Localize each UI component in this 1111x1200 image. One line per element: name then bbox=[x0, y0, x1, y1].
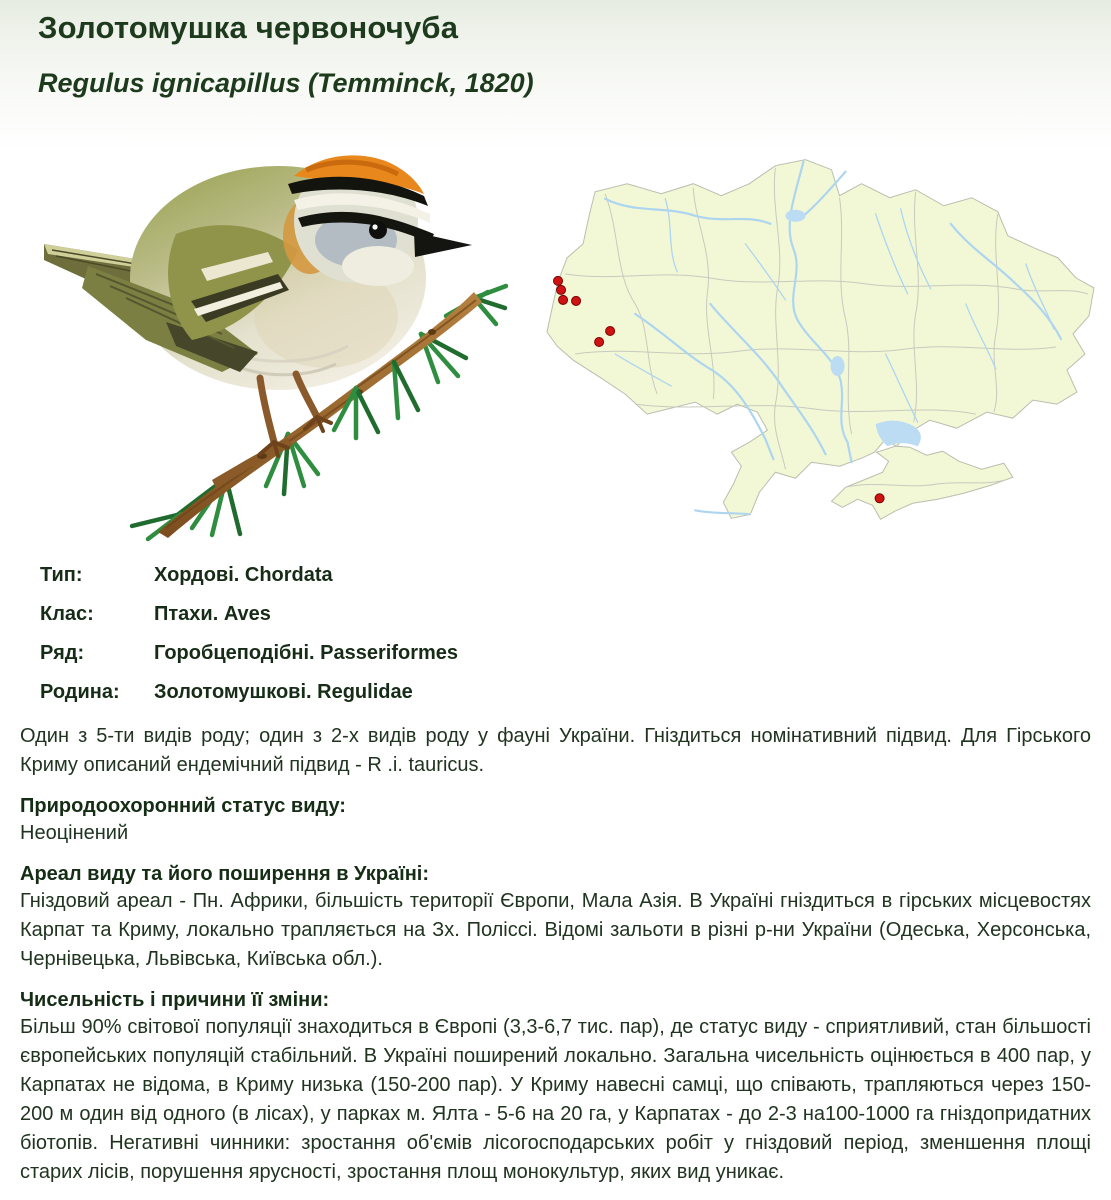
taxonomy-value: Золотомушкові. Regulidae bbox=[154, 681, 413, 703]
taxonomy-label: Родина: bbox=[40, 681, 120, 703]
taxonomy-value: Птахи. Aves bbox=[154, 603, 271, 625]
section-heading-status: Природоохоронний статус виду: bbox=[20, 795, 346, 817]
description-text bbox=[20, 722, 1091, 1187]
taxonomy-row-class bbox=[40, 595, 600, 634]
occurrence-dot bbox=[572, 296, 581, 305]
occurrence-dot bbox=[559, 295, 568, 304]
section-text-status: Неоцінений bbox=[20, 822, 129, 844]
taxonomy-label: Ряд: bbox=[40, 642, 85, 664]
taxonomy-row-order bbox=[40, 634, 600, 673]
taxonomy-value: Горобцеподібні. Passeriformes bbox=[154, 642, 459, 664]
occurrence-dot bbox=[554, 276, 563, 285]
intro-paragraph: Один з 5-ти видів роду; один з 2-х видів роду у фауні України. Гніздиться номінативний підвид. Для Гірського Криму описаний ендемічний підвид - R .i. tauricus. bbox=[20, 725, 1091, 776]
taxonomy-label: Клас: bbox=[40, 603, 94, 625]
occurrence-dot bbox=[557, 285, 566, 294]
bird-illustration bbox=[26, 126, 508, 543]
distribution-map bbox=[545, 153, 1101, 525]
occurrence-dot bbox=[606, 326, 615, 335]
occurrence-dot bbox=[595, 337, 604, 346]
section-text-population: Більш 90% світової популяції знаходиться в Європі (3,3-6,7 тис. пар), де статус виду - сприятливий, стан більшості європейських популяцій стабільний. В Україні поширений локально. Загальна чисельність оцінюється в 400 пар, у Карпатах не відома, в Криму низька (150-200 пар). У Криму навесні самці, що співають, трапляються через 150-200 м один від одного (в лісах), у парках м. Ялта - 5-6 на 20 га, у Карпатах - до 2-3 на100-1000 га гніздопридатних біотопів. Негативні чинники: зростання об'ємів лісогосподарських робіт у гніздовий період, зменшення площі старих лісів, порушення ярусності, зростання площ монокультур, яких вид уникає. bbox=[20, 1016, 1091, 1183]
page-title: Золотомушка червоночуба bbox=[38, 10, 459, 45]
section-heading-range: Ареал виду та його поширення в Україні: bbox=[20, 863, 429, 885]
taxonomy-value: Хордові. Chordata bbox=[154, 564, 333, 586]
occurrence-dot bbox=[875, 494, 884, 503]
firecrest-bird bbox=[44, 155, 472, 456]
species-latin-name: Regulus ignicapillus (Temminck, 1820) bbox=[38, 68, 534, 98]
taxonomy-table bbox=[40, 556, 600, 712]
taxonomy-row-family bbox=[40, 673, 600, 712]
ukraine-outline bbox=[547, 160, 1094, 520]
taxonomy-label: Тип: bbox=[40, 564, 83, 586]
section-heading-population: Чисельність і причини її зміни: bbox=[20, 989, 330, 1011]
section-text-range: Гніздовий ареал - Пн. Африки, більшість території Європи, Мала Азія. В Україні гніздиться в гірських місцевостях Карпат та Криму, локально трапляється на Зх. Поліссі. Відомі зальоти в різні р-ни України (Одеська, Херсонська, Чернівецька, Львівська, Київська обл.). bbox=[20, 890, 1091, 970]
bird-eye bbox=[369, 221, 387, 239]
taxonomy-row-phylum bbox=[40, 556, 600, 595]
bird-beak bbox=[414, 232, 472, 257]
